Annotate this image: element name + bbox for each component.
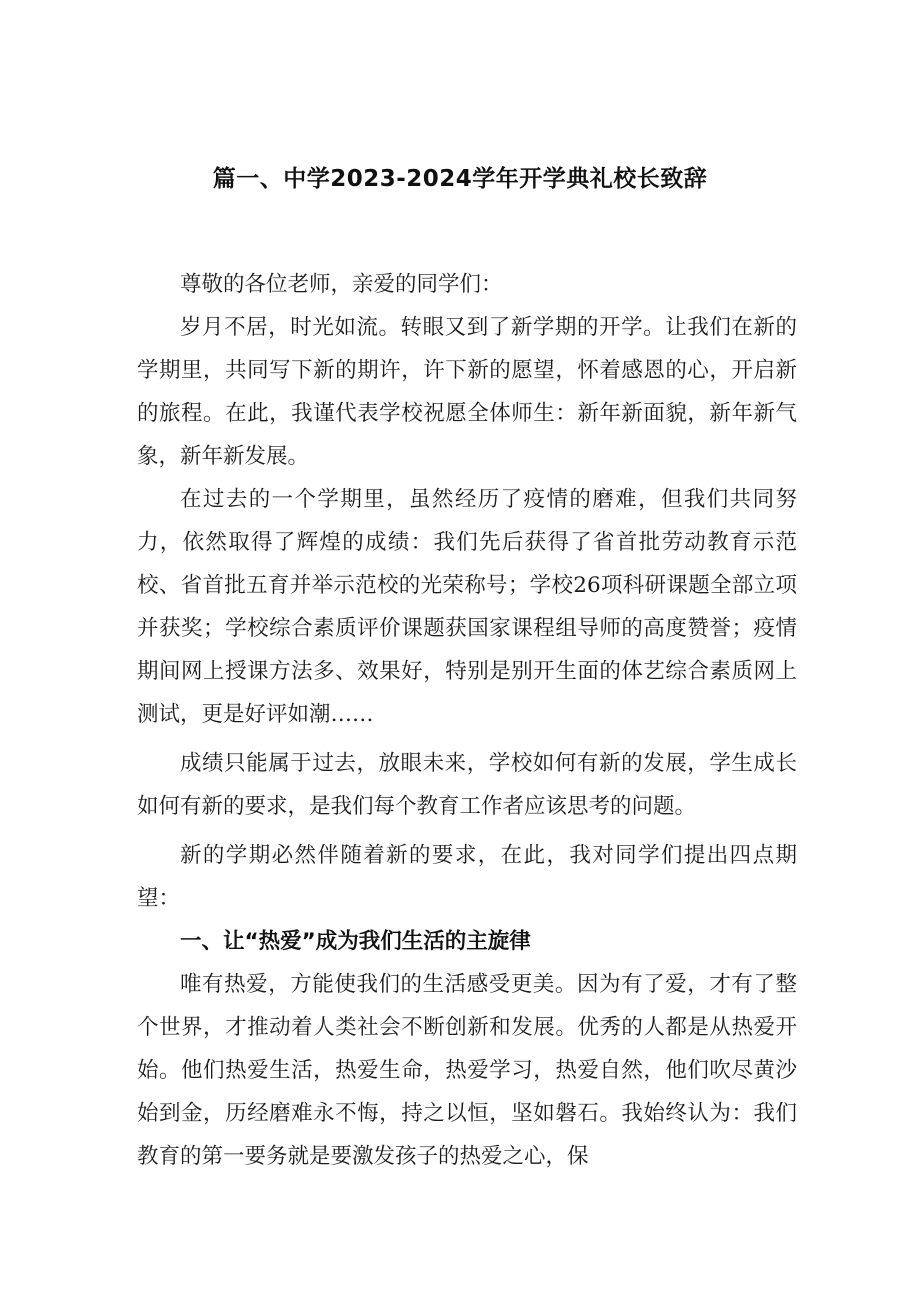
document-body bbox=[137, 263, 797, 1178]
paragraph-4: 新的学期必然伴随着新的要求，在此，我对同学们提出四点期望： bbox=[137, 843, 797, 911]
paragraph-3: 成绩只能属于过去，放眼未来，学校如何有新的发展，学生成长如何有新的要求，是我们每个教育工作者应该思考的问题。 bbox=[137, 751, 797, 819]
paragraph-2: 在过去的一个学期里，虽然经历了疫情的磨难，但我们共同努力，依然取得了辉煌的成绩：我们先后获得了省首批劳动教育示范校、省首批五育并举示范校的光荣称号；学校26项科研课题全部立项并获奖；学校综合素质评价课题获国家课程组导师的高度赞誉；疫情期间网上授课方法多、效果好，特别是别开生面的体艺综合素质网上测试，更是好评如潮…… bbox=[137, 487, 797, 727]
section-paragraph: 唯有热爱，方能使我们的生活感受更美。因为有了爱，才有了整个世界，才推动着人类社会不断创新和发展。优秀的人都是从热爱开始。他们热爱生活，热爱生命，热爱学习，热爱自然，他们吹尽黄沙始到金，历经磨难永不悔，持之以恒，坚如磐石。我始终认为：我们教育的第一要务就是要激发孩子的热爱之心，保 bbox=[137, 972, 797, 1169]
section-heading: 一、让“热爱”成为我们生活的主旋律 bbox=[180, 929, 531, 954]
paragraph-1: 岁月不居，时光如流。转眼又到了新学期的开学。让我们在新的学期里，共同写下新的期许，许下新的愿望，怀着感恩的心，开启新的旅程。在此，我谨代表学校祝愿全体师生：新年新面貌，新年新气象，新年新发展。 bbox=[137, 315, 797, 469]
document-title: 篇一、中学2023-2024学年开学典礼校长致辞 bbox=[212, 166, 708, 192]
salutation: 尊敬的各位老师，亲爱的同学们： bbox=[180, 272, 503, 297]
